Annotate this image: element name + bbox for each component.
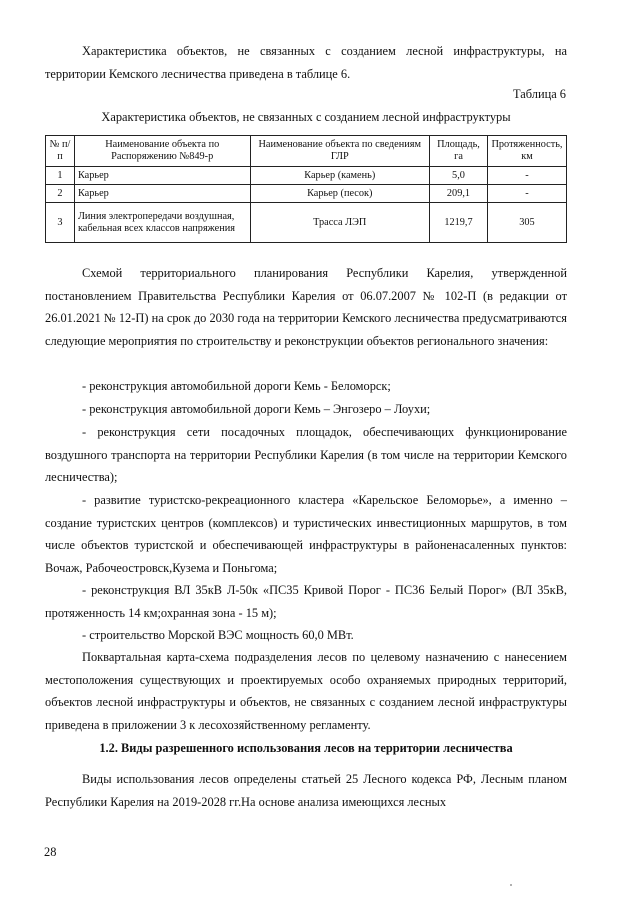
- cell-length: -: [487, 185, 566, 203]
- cell-order-name: Карьер: [74, 185, 250, 203]
- header-number: № п/п: [46, 136, 75, 167]
- usage-paragraph: Виды использования лесов определены статьей 25 Лесного кодекса РФ, Лесным планом Республики Карелия на 2019-2028 гг.На основе анализа имеющихся лесных: [45, 772, 567, 809]
- table-row: [46, 185, 567, 203]
- list-item: - развитие туристско-рекреационного кластера «Карельское Беломорье», а именно – создание туристских центров (комплексов) и туристических инвестиционных маршрутов, в том числе объектов туристской и обеспечивающей инфраструктуры в районенасаленных пунктов: Вочаж, Рабочеостровск,Кузема и Поньгома;: [45, 493, 567, 575]
- cell-order-name: Линия электропередачи воздушная, кабельная всех классов напряжения: [74, 203, 250, 243]
- list-item: - реконструкция автомобильной дороги Кемь – Энгозеро – Лоухи;: [82, 402, 431, 416]
- intro-paragraph: Характеристика объектов, не связанных с созданием лесной инфраструктуры, на территории Кемского лесничества приведена в таблице 6.: [45, 44, 567, 81]
- page-number: 28: [44, 845, 57, 859]
- cell-glr-name: Карьер (камень): [250, 167, 430, 185]
- list-item: - реконструкция ВЛ 35кВ Л-50к «ПС35 Кривой Порог - ПС36 Белый Порог» (ВЛ 35кВ, протяженность 14 км;охранная зона - 15 м);: [45, 583, 567, 620]
- section-heading: 1.2. Виды разрешенного использования лесов на территории лесничества: [99, 741, 513, 755]
- map-scheme-paragraph: Поквартальная карта-схема подразделения лесов по целевому назначению с нанесением местоположения существующих и проектируемых особо охраняемых природных территорий, объектов лесной инфраструктуры и объектов, не связанных с созданием лесной инфраструктуры приведена в приложении 3 к лесохозяйственному регламенту.: [45, 650, 567, 732]
- scan-speck: [510, 884, 512, 886]
- table-label: Таблица 6: [513, 87, 566, 101]
- header-glr-name: Наименование объекта по сведениям ГЛР: [250, 136, 430, 167]
- cell-length: 305: [487, 203, 566, 243]
- header-area: Площадь, га: [430, 136, 488, 167]
- header-order-name: Наименование объекта по Распоряжению №849-р: [74, 136, 250, 167]
- table-row: [46, 203, 567, 243]
- table-row: [46, 167, 567, 185]
- cell-area: 1219,7: [430, 203, 488, 243]
- cell-order-name: Карьер: [74, 167, 250, 185]
- cell-glr-name: Карьер (песок): [250, 185, 430, 203]
- cell-glr-name: Трасса ЛЭП: [250, 203, 430, 243]
- cell-number: 1: [46, 167, 75, 185]
- header-length: Протяженность, км: [487, 136, 566, 167]
- cell-area: 5,0: [430, 167, 488, 185]
- list-item: - реконструкция автомобильной дороги Кемь - Беломорск;: [82, 379, 391, 393]
- objects-table: [45, 135, 567, 243]
- cell-number: 2: [46, 185, 75, 203]
- table-header-row: [46, 136, 567, 167]
- table-title: Характеристика объектов, не связанных с созданием лесной инфраструктуры: [101, 110, 511, 124]
- list-item: - реконструкция сети посадочных площадок, обеспечивающих функционирование воздушного транспорта на территории Республики Карелия (в том числе на территории Кемского лесничества);: [45, 425, 567, 485]
- list-item: - строительство Морской ВЭС мощность 60,0 МВт.: [82, 628, 354, 642]
- planning-paragraph: Схемой территориального планирования Республики Карелия, утвержденной постановлением Правительства Республики Карелия от 06.07.2007 № 102-П (в редакции от 26.01.2021 № 12-П) на срок до 2030 года на территории Кемского лесничества предусматриваются следующие мероприятия по строительству и реконструкции объектов регионального значения:: [45, 266, 567, 348]
- cell-number: 3: [46, 203, 75, 243]
- cell-length: -: [487, 167, 566, 185]
- cell-area: 209,1: [430, 185, 488, 203]
